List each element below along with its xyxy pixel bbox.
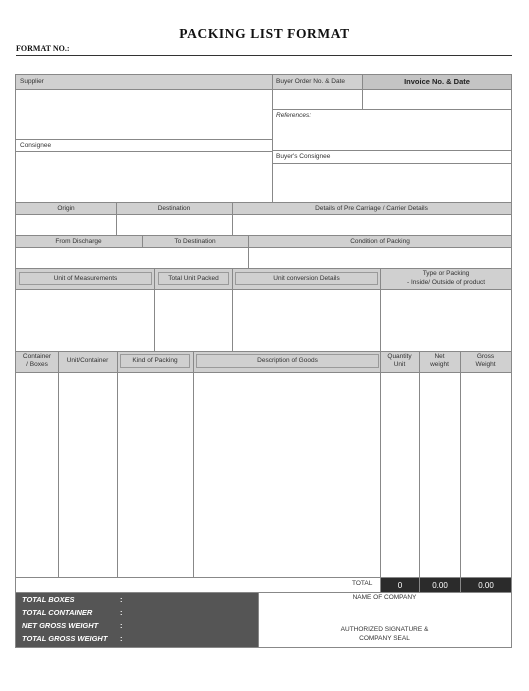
total-label: TOTAL <box>352 580 373 587</box>
divider <box>272 109 511 110</box>
divider <box>16 214 511 215</box>
total-gross: 0.00 <box>478 581 494 590</box>
origin-label: Origin <box>57 205 75 212</box>
col-net: Net <box>434 353 445 360</box>
col-gross-sub: Weight <box>475 361 496 368</box>
divider <box>16 247 511 248</box>
total-boxes-sep: : <box>120 595 123 604</box>
divider <box>117 352 118 577</box>
divider <box>248 236 249 268</box>
divider <box>380 269 381 351</box>
net-gross-weight-label: NET GROSS WEIGHT <box>22 621 99 630</box>
divider <box>272 150 511 151</box>
format-no-label: FORMAT NO.: <box>16 44 70 53</box>
total-boxes-label: TOTAL BOXES <box>22 595 75 604</box>
total-gross-weight-label: TOTAL GROSS WEIGHT <box>22 634 108 643</box>
type-of-packing-sublabel: - Inside/ Outside of product <box>406 279 486 286</box>
divider <box>16 151 273 152</box>
col-description: Description of Goods <box>257 357 318 364</box>
divider <box>460 352 461 592</box>
consignee-cell <box>16 139 273 151</box>
condition-of-packing-label: Condition of Packing <box>350 238 410 245</box>
col-quantity-sub: Unit <box>393 361 406 368</box>
total-quantity: 0 <box>397 581 403 590</box>
divider <box>272 163 511 164</box>
total-gross-weight-sep: : <box>120 634 123 643</box>
invoice-label: Invoice No. & Date <box>404 77 470 86</box>
divider <box>154 269 155 351</box>
divider <box>380 352 381 592</box>
authorized-signature-label: AUTHORIZED SIGNATURE & <box>340 626 429 633</box>
total-container-label: TOTAL CONTAINER <box>22 608 93 617</box>
references-label: References: <box>276 112 312 119</box>
title-rule <box>16 55 512 56</box>
divider <box>16 89 511 90</box>
divider <box>16 289 511 290</box>
col-unit-container: Unit/Container <box>66 357 109 364</box>
divider <box>16 139 273 140</box>
destination-label: Destination <box>157 205 191 212</box>
buyers-consignee-label: Buyer's Consignee <box>276 153 331 160</box>
divider <box>232 203 233 235</box>
document-title: PACKING LIST FORMAT <box>179 26 350 41</box>
divider <box>16 372 511 373</box>
divider <box>193 352 194 577</box>
col-gross: Gross <box>476 353 495 360</box>
col-kind-of-packing: Kind of Packing <box>132 357 178 364</box>
divider <box>419 352 420 592</box>
company-seal-label: COMPANY SEAL <box>359 635 410 642</box>
type-of-packing-label: Type or Packing <box>422 270 470 277</box>
col-container: Container <box>22 353 52 360</box>
to-destination-label: To Destination <box>174 238 216 245</box>
supplier-label: Supplier <box>20 78 44 85</box>
divider <box>116 203 117 235</box>
total-net: 0.00 <box>432 581 448 590</box>
carrier-details-label: Details of Pre Carriage / Carrier Details <box>315 205 428 212</box>
divider <box>58 352 59 577</box>
divider <box>142 236 143 247</box>
total-container-sep: : <box>120 608 123 617</box>
col-quantity: Quantity <box>387 353 412 360</box>
consignee-label: Consignee <box>20 142 52 149</box>
total-unit-packed-label: Total Unit Packed <box>168 275 219 282</box>
unit-conversion-label: Unit conversion Details <box>273 275 340 282</box>
company-name-label: NAME OF COMPANY <box>352 594 417 601</box>
col-container-sub: / Boxes <box>26 361 48 368</box>
buyer-order-label: Buyer Order No. & Date <box>276 78 345 85</box>
from-discharge-label: From Discharge <box>55 238 102 245</box>
unit-of-measurements-label: Unit of Measurements <box>53 275 118 282</box>
col-net-sub: weight <box>430 361 449 368</box>
packing-list-form <box>15 74 512 648</box>
divider <box>232 269 233 351</box>
net-gross-weight-sep: : <box>120 621 123 630</box>
